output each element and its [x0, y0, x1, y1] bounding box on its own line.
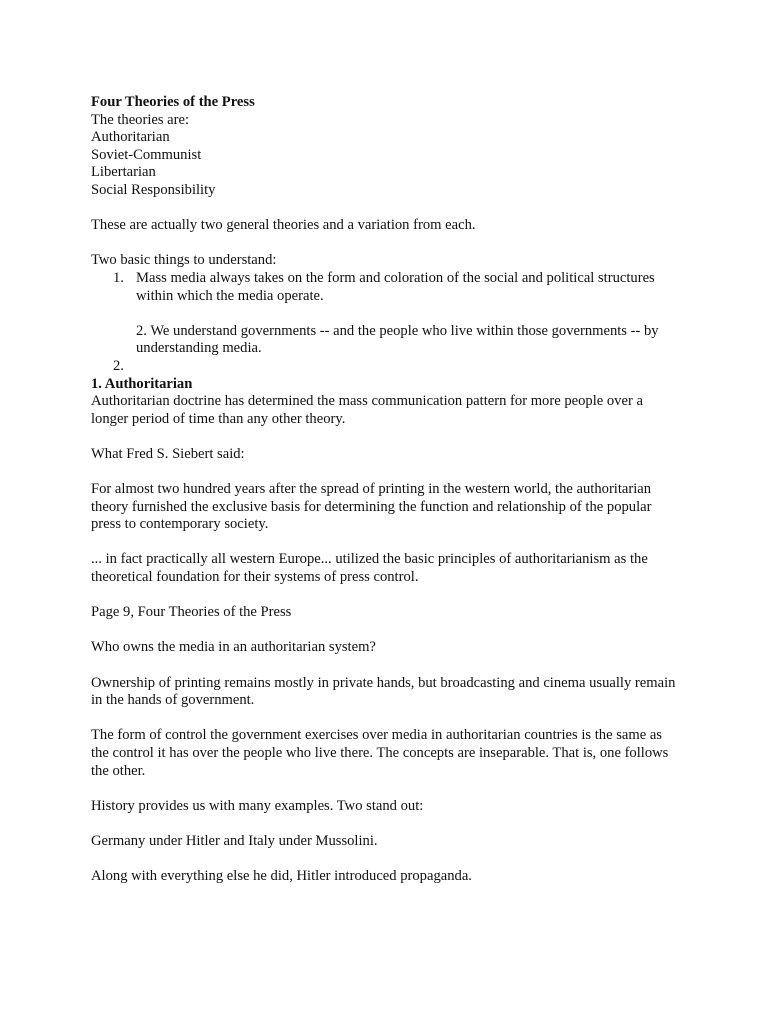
list-item [91, 270, 681, 305]
list-item-number: 2. [113, 357, 124, 374]
paragraph: History provides us with many examples. Two stand out: [91, 797, 424, 814]
paragraph: Authoritarian doctrine has determined the mass communication pattern for more people over a longer period of time than any other theory. [91, 393, 643, 427]
spacer [91, 657, 681, 675]
list-item-text: Mass media always takes on the form and coloration of the social and political structures within which the media operate. [136, 269, 655, 304]
spacer [91, 463, 681, 481]
citation: Page 9, Four Theories of the Press [91, 604, 292, 621]
paragraph: Who owns the media in an authoritarian system? [91, 639, 376, 656]
spacer [91, 534, 681, 552]
paragraph: What Fred S. Siebert said: [91, 445, 245, 462]
spacer [91, 587, 681, 605]
spacer [91, 200, 681, 218]
paragraph: Along with everything else he did, Hitler introduced propaganda. [91, 868, 472, 885]
list-item-number: 1. [113, 269, 124, 286]
spacer [91, 780, 681, 798]
theory-item: Soviet-Communist [91, 146, 202, 163]
document-body [91, 94, 681, 886]
basic-things-list [91, 270, 681, 376]
basic-things-heading: Two basic things to understand: [91, 252, 277, 269]
spacer [91, 305, 681, 323]
list-item-text [136, 358, 681, 376]
document-title: Four Theories of the Press [91, 94, 255, 110]
spacer [91, 428, 681, 446]
theory-item: Libertarian [91, 164, 156, 181]
theories-intro: The theories are: [91, 111, 190, 128]
section-heading: 1. Authoritarian [91, 375, 193, 392]
quote-paragraph: For almost two hundred years after the spread of printing in the western world, the authoritarian theory furnished the exclusive basis for determining the function and relationship of the popular press to contemporary society. [91, 481, 652, 533]
paragraph: Ownership of printing remains mostly in private hands, but broadcasting and cinema usually remain in the hands of government. [91, 674, 676, 709]
list-item [91, 323, 681, 358]
theory-item: Social Responsibility [91, 181, 216, 198]
spacer [91, 235, 681, 253]
quote-paragraph: ... in fact practically all western Europe... utilized the basic principles of authoritarianism as the theoretical foundation for their systems of press control. [91, 551, 648, 586]
list-item [91, 358, 681, 376]
list-item-text: 2. We understand governments -- and the people who live within those governments -- by understanding media. [136, 322, 659, 357]
spacer [91, 622, 681, 640]
spacer [91, 815, 681, 833]
spacer [91, 710, 681, 728]
paragraph: The form of control the government exercises over media in authoritarian countries is the same as the control it has over the people who live there. The concepts are inseparable. That is, one follows the other. [91, 727, 669, 779]
general-note: These are actually two general theories and a variation from each. [91, 217, 476, 234]
spacer [91, 851, 681, 869]
theory-item: Authoritarian [91, 129, 170, 146]
paragraph: Germany under Hitler and Italy under Mussolini. [91, 832, 378, 849]
